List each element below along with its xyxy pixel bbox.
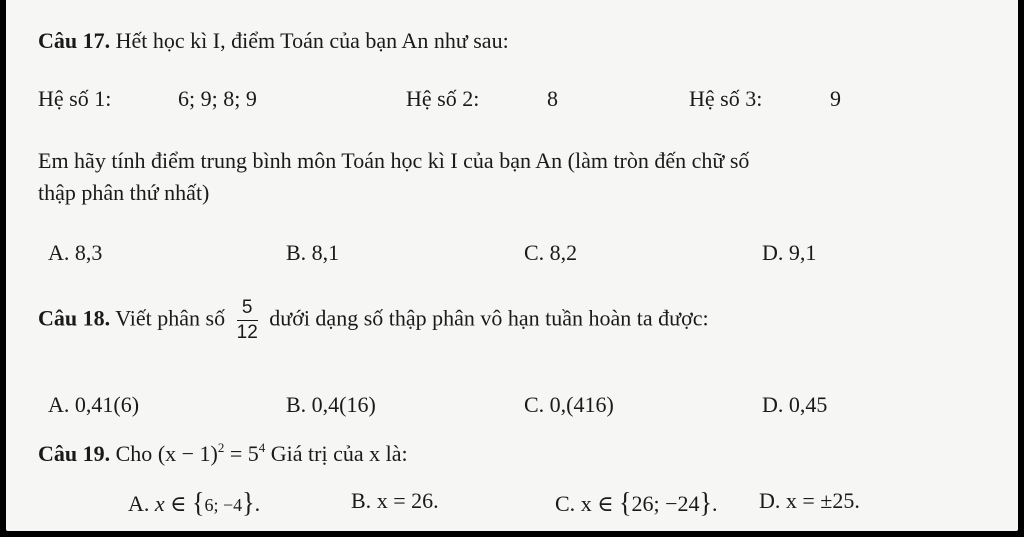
q19-option-c: C. x ∈ {26; −24}. — [555, 486, 718, 519]
q19-option-a-end: . — [254, 491, 261, 516]
q19-option-d-letter: D. — [759, 488, 781, 513]
q19-text-cho: Cho — [115, 441, 153, 466]
q18-option-c: C. 0,(416) — [524, 392, 614, 417]
q17-hs2-label: Hệ số 2: — [406, 86, 480, 111]
q17-option-a: A. 8,3 — [48, 240, 103, 265]
q19-option-a-math: x ∈ — [154, 491, 192, 516]
q18-label: Câu 18. — [38, 305, 111, 331]
q17-hs2-value: 8 — [547, 86, 558, 111]
q19-option-b-letter: B. — [351, 488, 372, 513]
q19-title — [38, 440, 408, 467]
q19-option-a: A. x ∈ {6; −4}. — [128, 486, 261, 519]
q17-option-d: D. 9,1 — [762, 240, 817, 265]
q19-eq-right-exp: 4 — [258, 440, 266, 455]
q18-title — [38, 298, 709, 343]
q17-hs3-label: Hệ số 3: — [689, 86, 763, 111]
q17-option-c: C. 8,2 — [524, 240, 578, 265]
q17-hs3-value: 9 — [830, 86, 841, 111]
q19-option-d-math: x = ±25. — [785, 488, 860, 513]
q18-option-b: B. 0,4(16) — [286, 392, 376, 417]
document-page — [6, 0, 1018, 531]
q19-option-d — [759, 488, 860, 514]
q17-option-b: B. 8,1 — [286, 240, 340, 265]
q18-text-after: dưới dạng số thập phân vô hạn tuần hoàn ta được: — [269, 305, 709, 331]
q18-fraction-numerator: 5 — [237, 298, 258, 321]
q19-eq-right: = 5 — [224, 441, 259, 466]
q19-option-c-math: x ∈ — [580, 491, 619, 516]
q17-hs1-label: Hệ số 1: — [38, 86, 112, 111]
q19-option-b-math: x = 26. — [376, 488, 439, 513]
q19-label: Câu 19. — [38, 441, 111, 466]
q18-option-d: D. 0,45 — [762, 392, 828, 417]
q19-option-b — [351, 488, 439, 514]
q18-option-a: A. 0,41(6) — [48, 392, 140, 417]
q19-eq-left-exp: 2 — [217, 440, 225, 455]
q17-prompt-line2: thập phân thứ nhất) — [38, 180, 210, 205]
q19-option-c-letter: C. — [555, 491, 576, 516]
q18-fraction-denominator: 12 — [236, 321, 258, 343]
q18-fraction — [237, 298, 258, 343]
q19-text-after: Giá trị của x là: — [270, 441, 408, 466]
q17-hs1-value: 6; 9; 8; 9 — [178, 86, 257, 111]
q17-prompt-line1: Em hãy tính điểm trung bình môn Toán học kì I của bạn An (làm tròn đến chữ số — [38, 148, 750, 173]
q19-eq-left: (x − 1) — [157, 441, 218, 466]
q18-text-before: Viết phân số — [115, 305, 226, 331]
q19-option-a-letter: A. — [128, 491, 150, 516]
q17-label: Câu 17. — [38, 28, 111, 53]
q17-title — [38, 28, 509, 54]
q17-text: Hết học kì I, điểm Toán của bạn An như sau: — [115, 28, 509, 53]
q19-option-a-set: 6; −4 — [204, 495, 243, 515]
q19-option-c-set: 26; −24 — [631, 491, 700, 516]
q19-option-c-end: . — [711, 491, 718, 516]
q19-equation — [158, 441, 265, 466]
